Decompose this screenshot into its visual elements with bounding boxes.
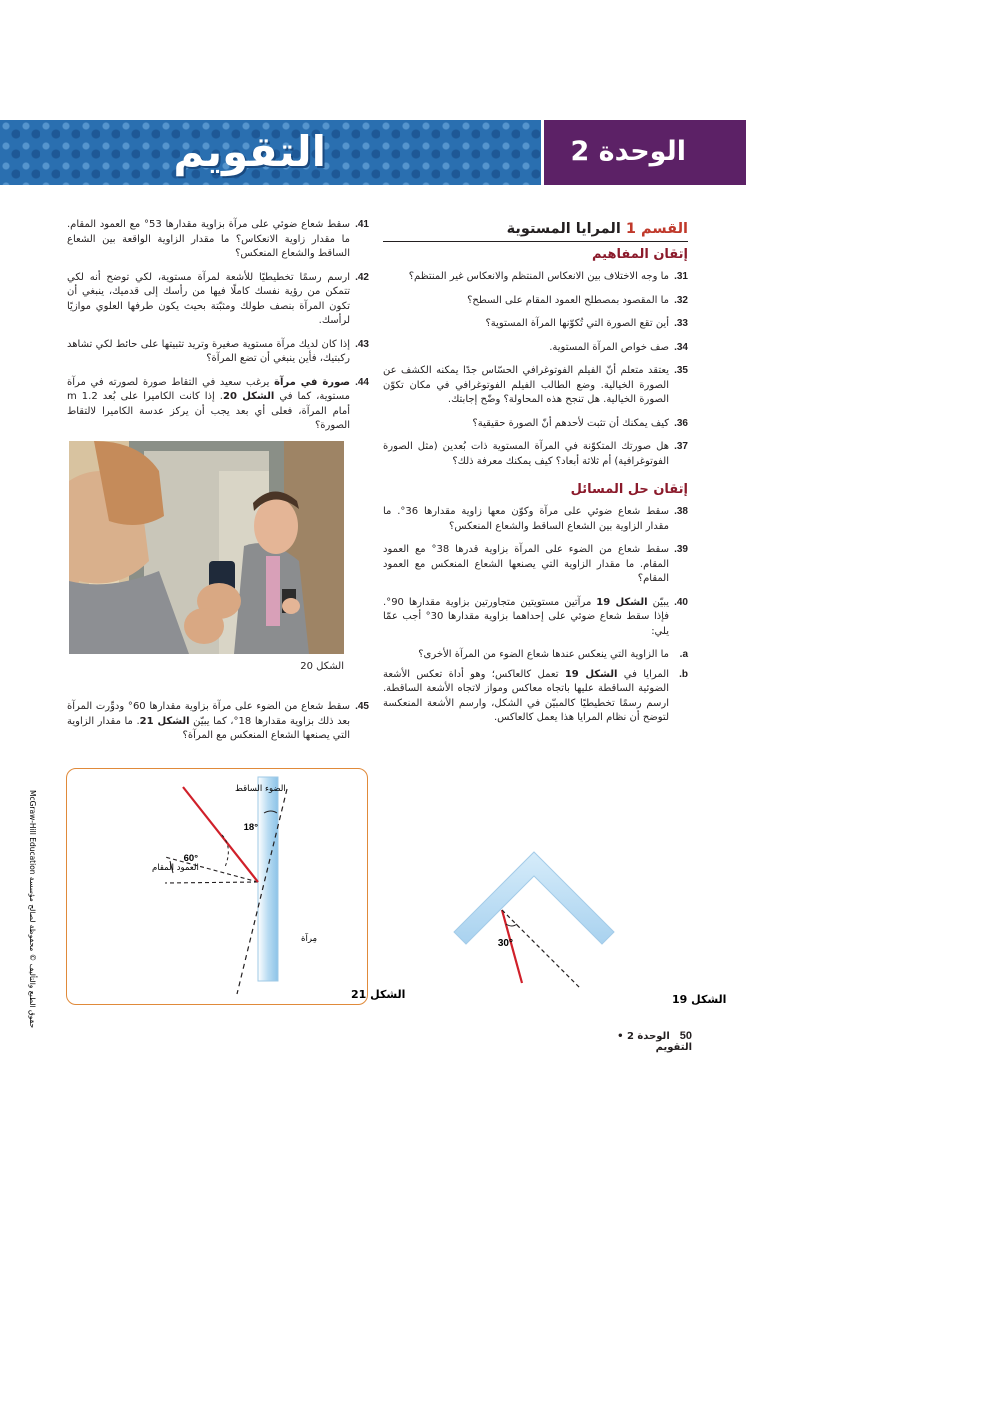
left-column	[67, 218, 369, 443]
copyright-vertical-text	[20, 790, 37, 1029]
question-text: ما الزاوية التي ينعكس عندها شعاع الضوء من المرآة الأخرى؟	[418, 649, 669, 660]
question-text-part: يبيّن	[647, 596, 669, 608]
question-text-part: مرآتين مستويتين متجاورتين بزاوية مقدارها 90°. فإذا سقط شعاع ضوئي على إحداهما بزاوية مقدارها 30° أجب عمّا يلي:	[383, 596, 669, 637]
question-39	[383, 543, 688, 587]
question-35	[383, 364, 688, 408]
question-number: 31.	[674, 271, 688, 282]
question-44	[67, 376, 369, 434]
question-number: 35.	[674, 365, 688, 376]
question-text: ما المقصود بمصطلح العمود المقام على السطح؟	[467, 294, 669, 306]
mirror-label: مِرآة	[301, 934, 318, 944]
question-number: a.	[679, 649, 688, 660]
question-text: يعتقد متعلم أنّ الفيلم الفوتوغرافي الحسّاس جدًا يمكنه الكشف عن الصورة الخيالية. وضع الطالب الفيلم الفوتوغرافي في مكان تكوّن الصورة الخيالية. هل تنجح هذه المحاولة؟ وضّح إجابتك.	[383, 365, 669, 405]
question-text	[383, 596, 669, 640]
incident-light-label: الضوء الساقط	[235, 784, 286, 794]
question-text-part: . إذا كانت الكاميرا على بُعد 1.2 m أمام المرآة، فعلى أي بعد يجب أن يركز عدسة الكاميرا لالتقاط الصورة؟	[67, 391, 350, 431]
question-text: سقط شعاع من الضوء على المرآة بزاوية قدرها 38° مع العمود المقام. ما مقدار الزاوية التي يصنعها الشعاع المنعكس مع العمود المقام؟	[383, 544, 669, 584]
question-text-part: . ما مقدار الزاوية التي يصنعها الشعاع المنعكس مع المرآة؟	[67, 715, 350, 741]
question-45-block	[67, 700, 369, 753]
question-text: كيف يمكنك أن تثبت لأحدهم أنّ الصورة حقيقية؟	[472, 417, 669, 429]
angle-18-label: 18°	[243, 822, 258, 833]
question-number: 44.	[355, 376, 369, 388]
question-number: 40.	[674, 596, 688, 608]
question-number: 37.	[674, 441, 688, 452]
question-40	[383, 596, 688, 640]
question-number: 38.	[674, 506, 688, 517]
question-text	[67, 700, 350, 744]
question-34	[383, 341, 688, 356]
question-text: سقط شعاع ضوئي على مرآة وكوّن معها زاوية مقدارها 36°. ما مقدار الزاوية بين الشعاع الساقط والشعاع المنعكس؟	[383, 506, 669, 532]
question-number: 45.	[355, 701, 369, 712]
question-33	[383, 317, 688, 332]
copyright-sidebar	[20, 790, 37, 1029]
question-number: b.	[679, 668, 688, 680]
figure-19	[440, 840, 727, 1010]
question-number: 39.	[674, 544, 688, 555]
question-text: سقط شعاع ضوئي على مرآة بزاوية مقدارها 53° مع العمود المقام. ما مقدار زاوية الانعكاس؟ ما مقدار الزاوية الواقعة بين الشعاع الساقط والشعاع المنعكس؟	[67, 219, 350, 259]
question-text: أين تقع الصورة التي تُكوّنها المرآة المستوية؟	[485, 318, 669, 329]
banner-title: التقويم	[173, 127, 326, 176]
figure-reference: الشكل 20	[223, 391, 275, 402]
figure-19-diagram	[440, 840, 727, 1010]
question-40b	[383, 668, 688, 726]
question-43	[67, 338, 369, 367]
figure-reference: الشكل 19	[564, 668, 618, 680]
angle-arc	[506, 924, 517, 926]
question-text-part: يرغب سعيد في التقاط صورة لصورته في مرآة مستوية، كما في	[67, 376, 350, 402]
question-37	[383, 440, 688, 469]
angle-30-label: 30°	[497, 938, 513, 949]
normal-line	[165, 882, 258, 883]
question-number: 32.	[674, 294, 688, 306]
question-text: صف خواص المرآة المستوية.	[549, 341, 669, 353]
question-32	[383, 294, 688, 309]
section-part-label: القسم 1	[625, 221, 688, 237]
mirror-photo-illustration	[69, 441, 344, 654]
unit-banner	[0, 120, 746, 185]
figure-21-caption: الشكل 21	[351, 988, 406, 1001]
angle-60-label: 60°	[183, 853, 198, 864]
mirror-photo	[69, 441, 344, 654]
question-text-part: تعمل كالعاكس؛ وهو أداة تعكس الأشعة الضوئية الساقطة عليها باتجاه معاكس ومواز لاتجاه الأشعة الساقطة. ارسم رسمًا تخطيطيًا كالمبيّن في الشكل، وارسم الأشعة المنعكسة لتوضح أن نظام المرايا هذا يعمل كالعاكس.	[383, 668, 669, 723]
question-text: هل صورتك المتكوّنة في المرآة المستوية ذات بُعدين (مثل الصورة الفوتوغرافية) أم ثلاثة أبعاد؟ كيف يمكنك معرفة ذلك؟	[383, 441, 669, 467]
banner-unit-box	[544, 120, 746, 185]
figure-reference: الشكل 19	[596, 596, 648, 608]
figure-19-caption: الشكل 19	[672, 993, 727, 1006]
question-42	[67, 271, 369, 329]
banner-pattern	[0, 120, 541, 185]
banner-unit-label: الوحدة 2	[570, 136, 686, 167]
question-number: 42.	[355, 271, 369, 283]
question-text	[383, 668, 669, 726]
question-text: ارسم رسمًا تخطيطيًا للأشعة لمرآة مستوية، لكي توضح أنه لكي تتمكن من رؤية نفسك كاملًا فيها من رأسك إلى قدميك، ينبغي أن تكون المرآة بنصف طولك ومثبّتة بحيث يكون طرفها العلوي موازيًا لرأسك.	[67, 271, 350, 326]
question-41	[67, 218, 369, 262]
question-36	[383, 417, 688, 432]
figure-21	[66, 768, 406, 1005]
footer-text: الوحدة 2 • التقويم	[617, 1031, 692, 1053]
page-number: 50	[679, 1030, 692, 1042]
section-heading	[383, 218, 688, 242]
page-footer	[582, 1030, 692, 1053]
question-40a	[383, 648, 688, 663]
mirror-bar	[258, 777, 278, 981]
problems-heading: إتقان حل المسائل	[570, 482, 688, 497]
figure-reference: الشكل 21	[139, 715, 190, 727]
corner-mirrors	[454, 852, 614, 944]
question-text-part: المرايا في	[617, 668, 669, 680]
concepts-heading: إتقان المفاهيم	[591, 247, 688, 262]
question-lead: صورة في مرآة	[274, 376, 351, 388]
figure-20-caption: الشكل 20	[300, 661, 344, 672]
copyright-text: حقوق الطبع والتأليف © محفوظة لصالح مؤسسة McGraw-Hill Education	[28, 790, 37, 1029]
figure-21-diagram	[65, 769, 406, 1006]
section-title: المرايا المستوية	[506, 221, 621, 237]
question-number: 41.	[355, 219, 369, 230]
question-31	[383, 270, 688, 285]
question-number: 43.	[355, 338, 369, 350]
question-number: 36.	[674, 417, 688, 429]
question-number: 34.	[674, 341, 688, 353]
question-45	[67, 700, 369, 744]
question-text	[67, 376, 350, 434]
right-column	[383, 218, 688, 735]
question-number: 33.	[674, 318, 688, 329]
normal-label: العمود المقام	[152, 863, 199, 873]
question-text-part: سقط شعاع من الضوء على مرآة بزاوية مقدارها 60° ودوِّرت المرآة بعد ذلك بزاوية مقدارها 18°، كما يبيّن	[67, 701, 351, 727]
question-38	[383, 505, 688, 534]
question-text: إذا كان لديك مرآة مستوية صغيرة وتريد تثبيتها على حائط لكي تشاهد ركبتيك، فأين ينبغي أن تضع المرآة؟	[67, 338, 350, 364]
question-text: ما وجه الاختلاف بين الانعكاس المنتظم والانعكاس غير المنتظم؟	[408, 271, 669, 282]
